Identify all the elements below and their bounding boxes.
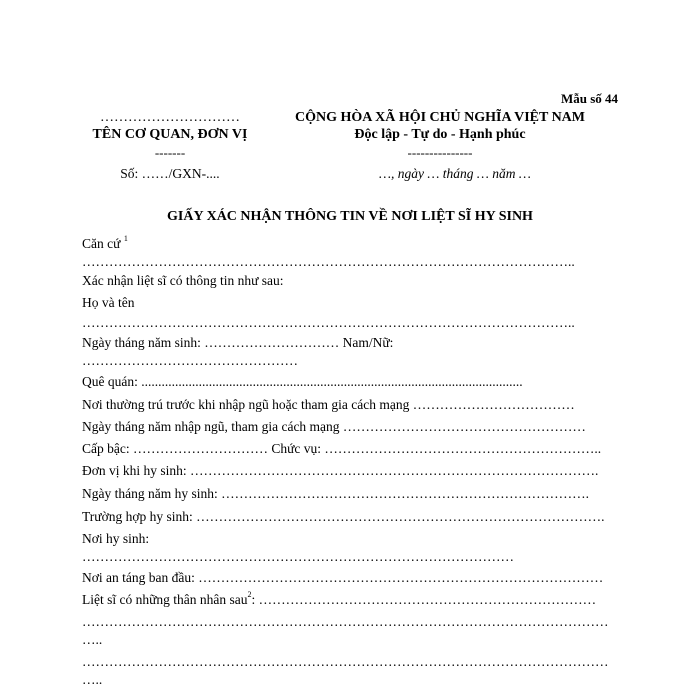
document-title: GIẤY XÁC NHẬN THÔNG TIN VỀ NƠI LIỆT SĨ HY SINH [167,209,533,224]
don-vi-line: Đơn vị khi hy sinh: ………………………………………………………………………………. [82,463,599,478]
dots-line-5: ……………………………………………………………………………………………………… [82,614,609,629]
dob-dots: ………………………………………… [82,353,298,368]
org-name: TÊN CƠ QUAN, ĐƠN VỊ [92,127,248,142]
date-line: …, ngày … tháng … năm … [379,166,531,181]
ngay-hy-sinh-line: Ngày tháng năm hy sinh: ………………………………………………………………………. [82,486,589,501]
noi-hy-sinh-dots: …………………………………………………………………………………… [82,549,514,564]
org-dots: ………………………… [100,110,240,125]
dots-line-6b: ….. [82,672,103,687]
org-dash: ------- [154,145,186,160]
than-nhan-dots: : ………………………………………………………………… [251,592,597,607]
motto-dash: --------------- [407,145,473,160]
can-cu-dots: ……………………………………………………………………………………………….. [82,254,575,269]
footnote-2: 2 [247,590,252,599]
than-nhan-line [82,592,596,608]
noi-thuong-tru-line: Nơi thường trú trước khi nhập ngũ hoặc tham gia cách mạng ……………………………… [82,397,575,412]
confirm-line: Xác nhận liệt sĩ có thông tin như sau: [82,273,284,288]
ngay-nhap-ngu-line: Ngày tháng năm nhập ngũ, tham gia cách mạng ……………………………………………… [82,419,586,434]
noi-an-tang-line: Nơi an táng ban đầu: ……………………………………………………………………………… [82,570,604,585]
dob-line: Ngày tháng năm sinh: ………………………… Nam/Nữ: [82,335,394,350]
nation-name: CỘNG HÒA XÃ HỘI CHỦ NGHĨA VIỆT NAM [294,110,585,125]
form-code: Mẫu số 44 [560,91,618,106]
que-quan-line: Quê quán: ................................................................................................................. [82,374,523,389]
cap-bac-line: Cấp bậc: ………………………… Chức vụ: …………………………………………………….. [82,441,602,456]
can-cu-label: Căn cứ [82,236,121,251]
can-cu-line [82,236,128,252]
ho-ten-dots: ……………………………………………………………………………………………….. [82,315,575,330]
doc-number: Số: ……/GXN-.... [120,166,220,181]
ho-ten-label: Họ và tên [82,295,135,310]
truong-hop-line: Trường hợp hy sinh: ………………………………………………………………………………. [82,509,605,524]
footnote-1: 1 [123,234,128,243]
motto: Độc lập - Tự do - Hạnh phúc [354,127,526,142]
dots-line-6: ……………………………………………………………………………………………………… [82,654,609,669]
noi-hy-sinh-label: Nơi hy sinh: [82,531,150,546]
dots-line-5b: ….. [82,632,103,647]
than-nhan-label: Liệt sĩ có những thân nhân sau [82,592,248,607]
